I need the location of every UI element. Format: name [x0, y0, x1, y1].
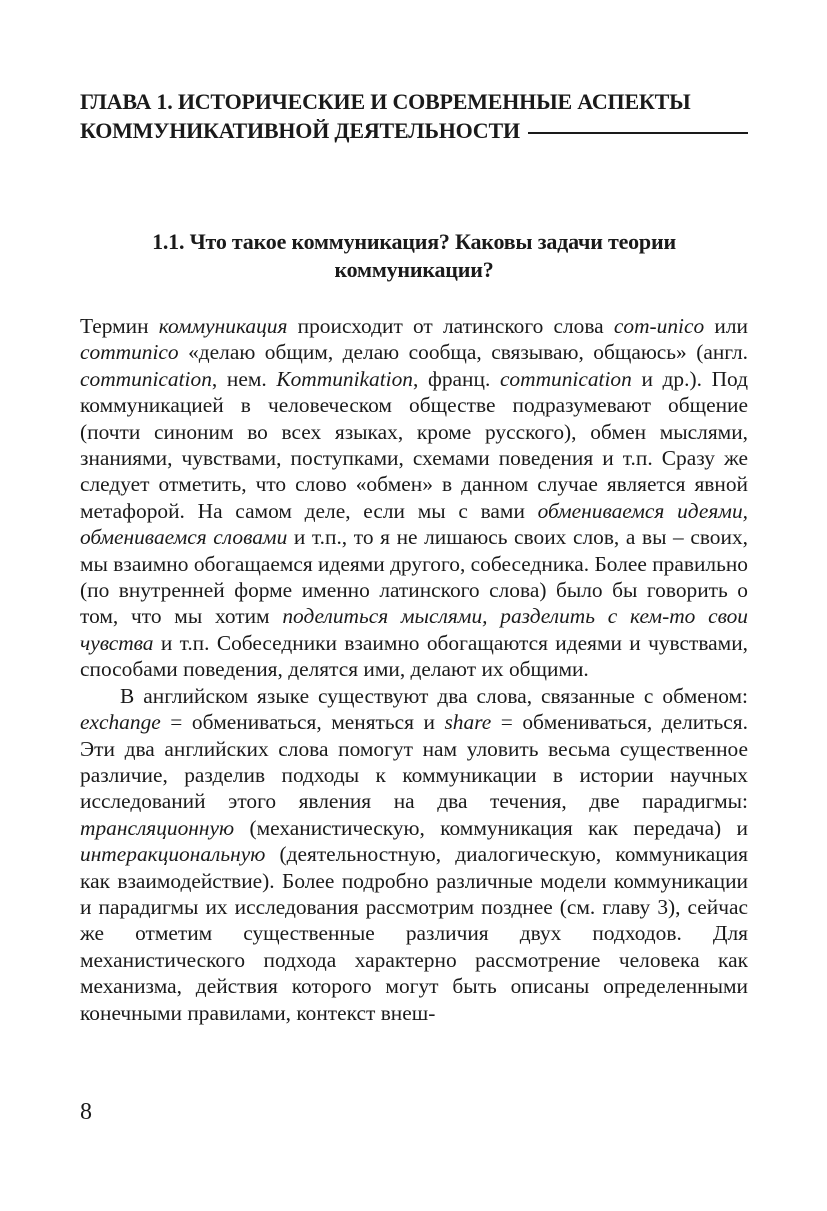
p1-text-2: происходит от латинского слова	[287, 314, 614, 338]
p2-text-2: = обмениваться, меняться и	[160, 710, 445, 735]
p1-text-9: и т.п. Собеседники взаимно обогащаются идеями и чувствами, способами поведения, делятся ими, делают их общими.	[80, 630, 748, 682]
p1-italic-7: обмениваемся идеями, обмениваемся словами	[80, 498, 748, 550]
p1-italic-2: com-unico	[613, 314, 705, 338]
chapter-title-line1: ГЛАВА 1. ИСТОРИЧЕСКИЕ И СОВРЕМЕННЫЕ АСПЕКТЫ	[80, 89, 691, 114]
section-title-line2: коммуникации?	[334, 257, 494, 282]
paragraph-1	[80, 313, 748, 683]
p1-text-4: «делаю общим, делаю сообща, связываю, общаюсь» (англ.	[178, 340, 748, 365]
p1-italic-6: communication	[499, 366, 632, 391]
p2-text-5: (деятельностную, диалогическую, коммуникация как взаимодействие). Более подробно различные модели коммуникации и парадигмы их исследования рассмотрим позднее (см. главу 3), сейчас же отметим существенные различия двух подходов. Для механистического подхода характерно рассмотрение человека как механизма, действия которого могут быть описаны определенными конечными правилами, контекст внеш-	[80, 842, 748, 1025]
chapter-title-line2-wrap	[80, 116, 748, 145]
p2-italic-3: трансляционную	[80, 815, 235, 840]
p2-italic-4: интеракциональную	[80, 842, 266, 867]
body-text	[80, 313, 748, 1026]
section-title	[80, 228, 748, 284]
p1-text-7: и др.). Под коммуникацией в человеческом обществе подразумевают общение (почти синоним во всех языках, кроме русского), обмен мыслями, знаниями, чувствами, поступками, схемами поведения и т.п. Сразу же следует отметить, что слово «обмен» в данном случае является явной метафорой. На самом деле, если мы с вами	[80, 366, 748, 523]
p2-italic-1: exchange	[80, 710, 161, 735]
chapter-header	[80, 87, 748, 145]
p1-italic-4: communication	[80, 366, 212, 391]
chapter-header-rule	[528, 132, 748, 134]
p1-italic-3: communico	[80, 340, 179, 365]
p1-text-5: , нем.	[211, 366, 277, 391]
chapter-title-line2: КОММУНИКАТИВНОЙ ДЕЯТЕЛЬНОСТИ	[80, 118, 520, 143]
p1-text-6: , франц.	[413, 366, 500, 391]
p2-italic-2: share	[444, 710, 492, 735]
p1-italic-1: коммуникация	[158, 314, 288, 338]
p1-italic-5: Kommunikation	[276, 366, 414, 391]
section-title-line1: 1.1. Что такое коммуникация? Каковы задачи теории	[152, 229, 676, 254]
paragraph-2	[80, 683, 748, 1026]
p1-italic-8: поделиться мыслями, разделить с кем-то свои чувства	[80, 604, 748, 655]
p1-text-1: Термин	[80, 314, 159, 338]
page-number: 8	[80, 1099, 92, 1125]
p2-text-3: = обмениваться, делиться. Эти два английских слова помогут нам уловить весьма существенное различие, разделив подходы к коммуникации в истории научных исследований этого явления на два течения, две парадигмы:	[80, 710, 748, 814]
p2-text-4: (механистическую, коммуникация как передача) и	[234, 815, 748, 840]
p2-text-1: В английском языке существуют два слова, связанные с обменом:	[120, 683, 748, 708]
p1-text-3: или	[704, 314, 748, 338]
p1-text-8: и т.п., то я не лишаюсь своих слов, а вы – своих, мы взаимно обогащаемся идеями другого, собеседника. Более правильно (по внутренней форме именно латинского слова) было бы говорить о том, что мы хотим	[80, 525, 748, 629]
